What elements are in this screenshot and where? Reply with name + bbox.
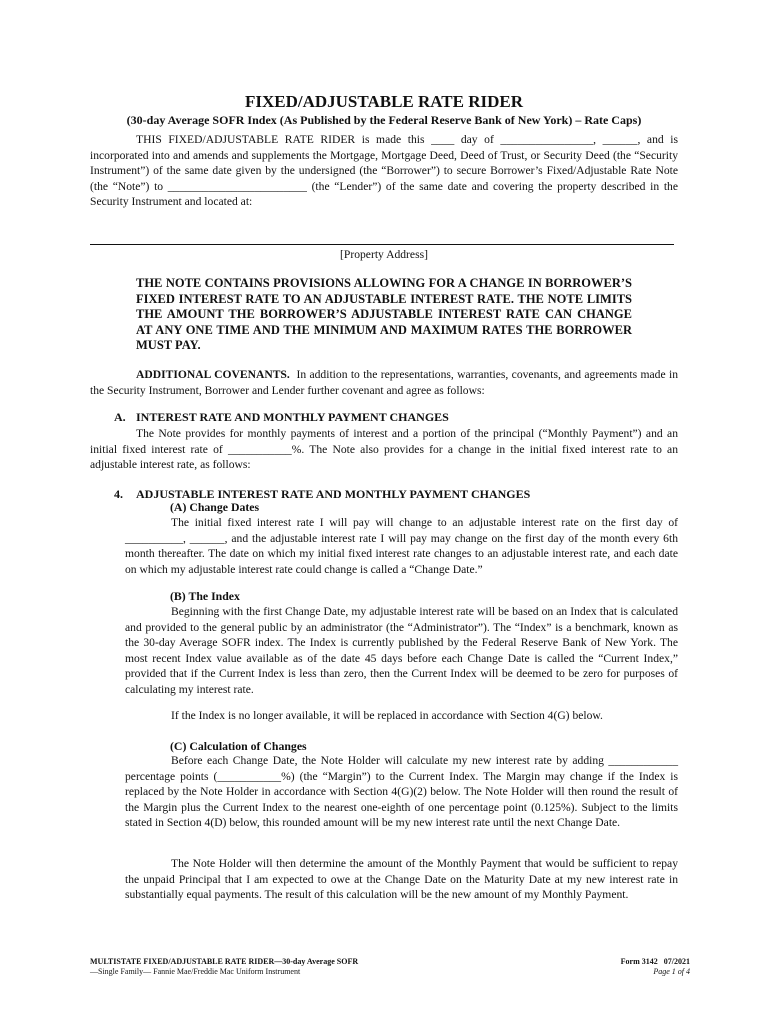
index-paragraph: Beginning with the first Change Date, my adjustable interest rate will be based on an Index that is calculated and provided to the general public by an administrator (the “Administrator”). The “Index” is a benchmark, known as the 30-day Average SOFR index. The Index is currently published by the Federal Reserve Bank of New York. The most recent Index value available as of the date 45 days before each Change Date is called the “Current Index,” provided that if the Current Index is less than zero, then the Current Index will be deemed to be zero for purposes of calculating my interest rate. bbox=[125, 605, 678, 696]
additional-covenants-paragraph bbox=[90, 367, 678, 398]
intro-paragraph bbox=[90, 132, 678, 210]
section-a-heading: A. INTEREST RATE AND MONTHLY PAYMENT CHANGES bbox=[114, 410, 449, 424]
section-a-paragraph: The Note provides for monthly payments of interest and a portion of the principal (“Monthly Payment”) and an initial fixed interest rate of ___________%. The Note also provides for a change in the initial fixed interest rate to an adjustable interest rate, as follows: bbox=[90, 427, 678, 471]
footer-form-title: MULTISTATE FIXED/ADJUSTABLE RATE RIDER—30-day Average SOFR —Single Family— Fannie Mae/Freddie Mac Uniform Instrument bbox=[90, 957, 359, 976]
additional-covenants-label: ADDITIONAL COVENANTS. bbox=[136, 368, 290, 381]
section-4-heading: 4. ADJUSTABLE INTEREST RATE AND MONTHLY PAYMENT CHANGES bbox=[114, 487, 531, 501]
change-dates-paragraph: The initial fixed interest rate I will pay will change to an adjustable interest rate on the first day of __________, ______, and the adjustable interest rate I will pay may change on the first day of the month every 6th month thereafter. The date on which my initial fixed interest rate changes to an adjustable interest rate, and each date on which my adjustable interest rate could change is called a “Change Date.” bbox=[125, 516, 678, 576]
footer-form-number: Form 3142 07/2021 Page 1 of 4 bbox=[598, 957, 690, 977]
change-dates-heading: (A) Change Dates bbox=[170, 500, 260, 514]
property-address-label: [Property Address] bbox=[340, 248, 428, 261]
page-number: Page 1 of 4 bbox=[653, 967, 690, 976]
additional-covenants-text: In addition to the representations, warranties, covenants, and agreements made in the Security Instrument, Borrower and Lender further covenant and agree as follows: bbox=[90, 368, 678, 397]
document-subtitle: (30-day Average SOFR Index (As Published by the Federal Reserve Bank of New York) – Rate Caps) bbox=[126, 113, 642, 127]
intro-text: THIS FIXED/ADJUSTABLE RATE RIDER is made this ____ day of ________________, ______, and is incorporated into and amends and supplements the Mortgage, Mortgage Deed, Deed of Trust, or Security Deed (the “Security Instrument”) of the same date given by the undersigned (the “Borrower”) to secure Borrower’s Fixed/Adjustable Rate Note (the “Note”) to ________________________ (the “Lender”) of the same date and covering the property described in the Security Instrument and located at: bbox=[90, 133, 678, 208]
calculation-of-changes-heading: (C) Calculation of Changes bbox=[170, 739, 307, 753]
index-heading: (B) The Index bbox=[170, 589, 240, 603]
monthly-payment-paragraph: The Note Holder will then determine the amount of the Monthly Payment that would be sufficient to repay the unpaid Principal that I am expected to owe at the Change Date on the Maturity Date at my new interest rate in substantially equal payments. The result of this calculation will be the new amount of my Monthly Payment. bbox=[125, 857, 678, 901]
note-provisions-notice: THE NOTE CONTAINS PROVISIONS ALLOWING FOR A CHANGE IN BORROWER’S FIXED INTEREST RATE TO AN ADJUSTABLE INTEREST RATE. THE NOTE LIMITS THE AMOUNT THE BORROWER’S ADJUSTABLE INTEREST RATE CAN CHANGE AT ANY ONE TIME AND THE MINIMUM AND MAXIMUM RATES THE BORROWER MUST PAY. bbox=[136, 276, 632, 353]
index-replacement-paragraph: If the Index is no longer available, it will be replaced in accordance with Section 4(G) below. bbox=[171, 709, 603, 722]
property-address-line bbox=[90, 244, 674, 245]
document-title: FIXED/ADJUSTABLE RATE RIDER bbox=[244, 92, 524, 111]
calculation-of-changes-paragraph: Before each Change Date, the Note Holder will calculate my new interest rate by adding ____________ percentage points (___________%) (the “Margin”) to the Current Index. The Margin may change if the Index is replaced by the Note Holder in accordance with Section 4(G)(2) below. The Note Holder will then round the result of the Margin plus the Current Index to the nearest one-eighth of one percentage point (0.125%). Subject to the limits stated in Section 4(D) below, this rounded amount will be my new interest rate until the next Change Date. bbox=[125, 754, 678, 829]
